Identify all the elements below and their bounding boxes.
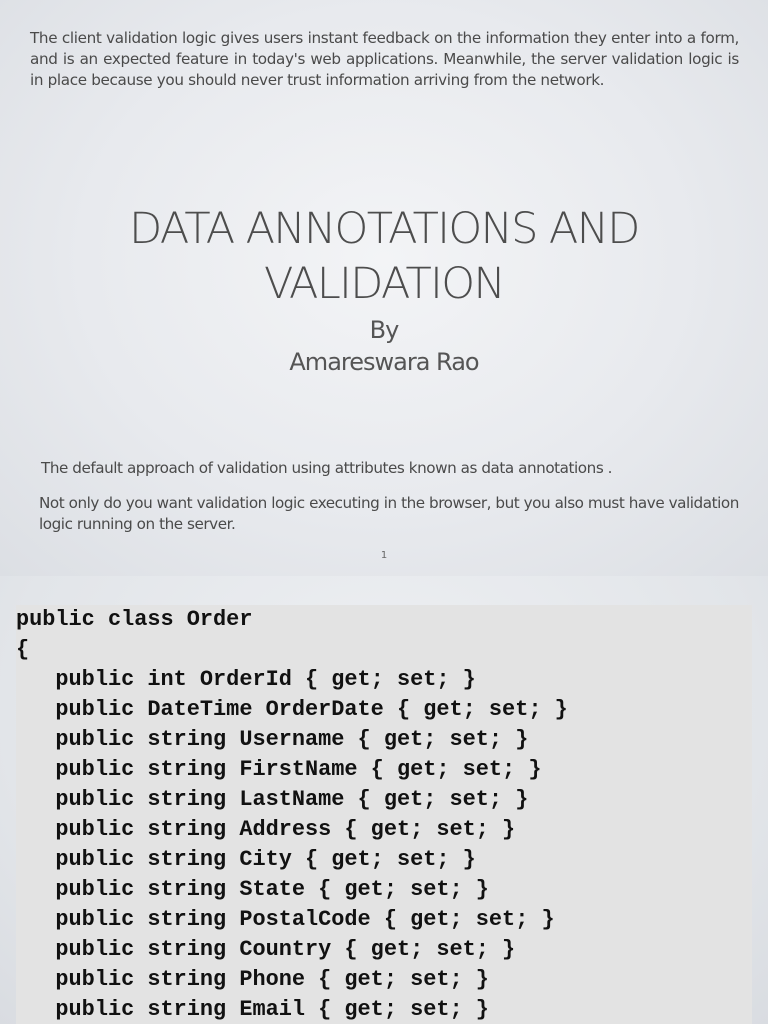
code-line: {	[16, 637, 30, 662]
code-line: public int OrderId { get; set; }	[16, 667, 476, 692]
code-line: public string City { get; set; }	[16, 847, 476, 872]
code-line: public class Order	[16, 607, 253, 632]
author-name: Amareswara Rao	[289, 348, 479, 376]
code-line: public string State { get; set; }	[16, 877, 489, 902]
code-line: public string FirstName { get; set; }	[16, 757, 542, 782]
page-number: 1	[380, 550, 388, 561]
note-server-validation: Not only do you want validation logic executing in the browser, but you also must have validation logic running on the server.	[39, 494, 739, 533]
code-line: public string PostalCode { get; set; }	[16, 907, 555, 932]
note-data-annotations: The default approach of validation using attributes known as data annotations .	[41, 459, 613, 477]
code-line: public string Address { get; set; }	[16, 817, 516, 842]
intro-paragraph: The client validation logic gives users instant feedback on the information they enter into a form, and is an expected feature in today's web applications. Meanwhile, the server validation logic is in place because you should never trust information arriving from the network.	[30, 29, 739, 89]
slide-title: DATA ANNOTATIONS AND VALIDATION	[129, 204, 639, 309]
code-line: public string Country { get; set; }	[16, 937, 516, 962]
code-line: public string Phone { get; set; }	[16, 967, 489, 992]
code-line: public string Username { get; set; }	[16, 727, 529, 752]
code-block	[16, 605, 752, 1024]
by-line: By	[369, 316, 399, 344]
code-line: public DateTime OrderDate { get; set; }	[16, 697, 568, 722]
slide-2	[0, 576, 768, 1024]
code-line: public string LastName { get; set; }	[16, 787, 529, 812]
code-line: public string Email { get; set; }	[16, 997, 489, 1022]
